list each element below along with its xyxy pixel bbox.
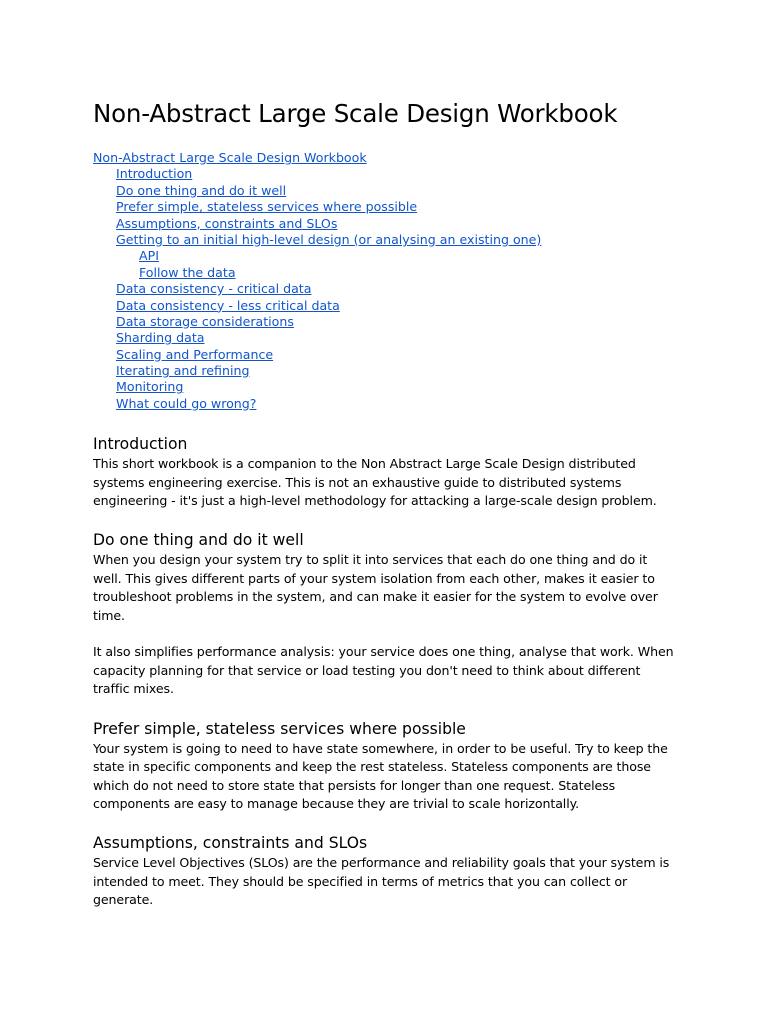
toc-link-critical-data[interactable]: Data consistency - critical data	[116, 281, 312, 297]
toc-item	[93, 166, 676, 182]
toc-link-assumptions[interactable]: Assumptions, constraints and SLOs	[116, 215, 338, 231]
toc-link-scaling[interactable]: Scaling and Performance	[116, 346, 274, 362]
section-paragraph: Your system is going to need to have state somewhere, in order to be useful. Try to keep the state in specific components and keep the rest stateless. Stateless components are those which do not need to store state that persists for longer than one request. Stateless components are easy to manage because they are trivial to scale horizontally.	[93, 740, 668, 811]
toc-item	[93, 265, 676, 281]
toc-item	[93, 150, 676, 166]
toc-item	[93, 347, 676, 363]
section-introduction	[93, 434, 676, 510]
toc-item	[93, 281, 676, 297]
toc-link-initial-design[interactable]: Getting to an initial high-level design (or analysing an existing one)	[116, 231, 542, 247]
toc-item	[93, 232, 676, 248]
toc-item	[93, 314, 676, 330]
toc-link-follow-data[interactable]: Follow the data	[139, 264, 236, 280]
table-of-contents	[93, 150, 676, 412]
toc-link-do-one-thing[interactable]: Do one thing and do it well	[116, 182, 287, 198]
toc-item	[93, 298, 676, 314]
document-title: Non-Abstract Large Scale Design Workbook	[93, 99, 618, 128]
toc-link-stateless-services[interactable]: Prefer simple, stateless services where possible	[116, 199, 418, 215]
section-assumptions	[93, 833, 676, 909]
toc-item	[93, 379, 676, 395]
toc-item	[93, 183, 676, 199]
toc-link-monitoring[interactable]: Monitoring	[116, 379, 184, 395]
section-do-one-thing	[93, 530, 676, 698]
section-paragraph: Service Level Objectives (SLOs) are the performance and reliability goals that your system is intended to meet. They should be specified in terms of metrics that you can collect or generate.	[93, 855, 670, 908]
section-heading: Introduction	[93, 435, 188, 454]
section-paragraph: This short workbook is a companion to the Non Abstract Large Scale Design distributed systems engineering exercise. This is not an exhaustive guide to distributed systems engineering - it's just a high-level methodology for attacking a large-scale design problem.	[93, 456, 657, 509]
toc-link-sharding[interactable]: Sharding data	[116, 330, 205, 346]
toc-link-api[interactable]: API	[139, 248, 159, 264]
toc-link-introduction[interactable]: Introduction	[116, 166, 193, 182]
toc-item	[93, 363, 676, 379]
section-paragraph: It also simplifies performance analysis: your service does one thing, analyse that work. When capacity planning for that service or load testing you don't need to think about different traffic mixes.	[93, 644, 674, 697]
toc-link-what-could-go-wrong[interactable]: What could go wrong?	[116, 395, 257, 411]
section-paragraph: When you design your system try to split it into services that each do one thing and do it well. This gives different parts of your system isolation from each other, makes it easier to troubleshoot problems in the system, and can make it easier for the system to evolve over time.	[93, 552, 658, 623]
section-heading: Prefer simple, stateless services where possible	[93, 719, 466, 738]
toc-link-iterating[interactable]: Iterating and refining	[116, 363, 250, 379]
toc-link-less-critical-data[interactable]: Data consistency - less critical data	[116, 297, 340, 313]
toc-item	[93, 248, 676, 264]
toc-link-data-storage[interactable]: Data storage considerations	[116, 313, 294, 329]
toc-item	[93, 199, 676, 215]
section-stateless-services	[93, 719, 676, 814]
section-heading: Do one thing and do it well	[93, 531, 304, 550]
toc-link-workbook[interactable]: Non-Abstract Large Scale Design Workbook	[93, 150, 367, 165]
section-heading: Assumptions, constraints and SLOs	[93, 834, 368, 853]
toc-item	[93, 396, 676, 412]
toc-item	[93, 216, 676, 232]
toc-item	[93, 330, 676, 346]
